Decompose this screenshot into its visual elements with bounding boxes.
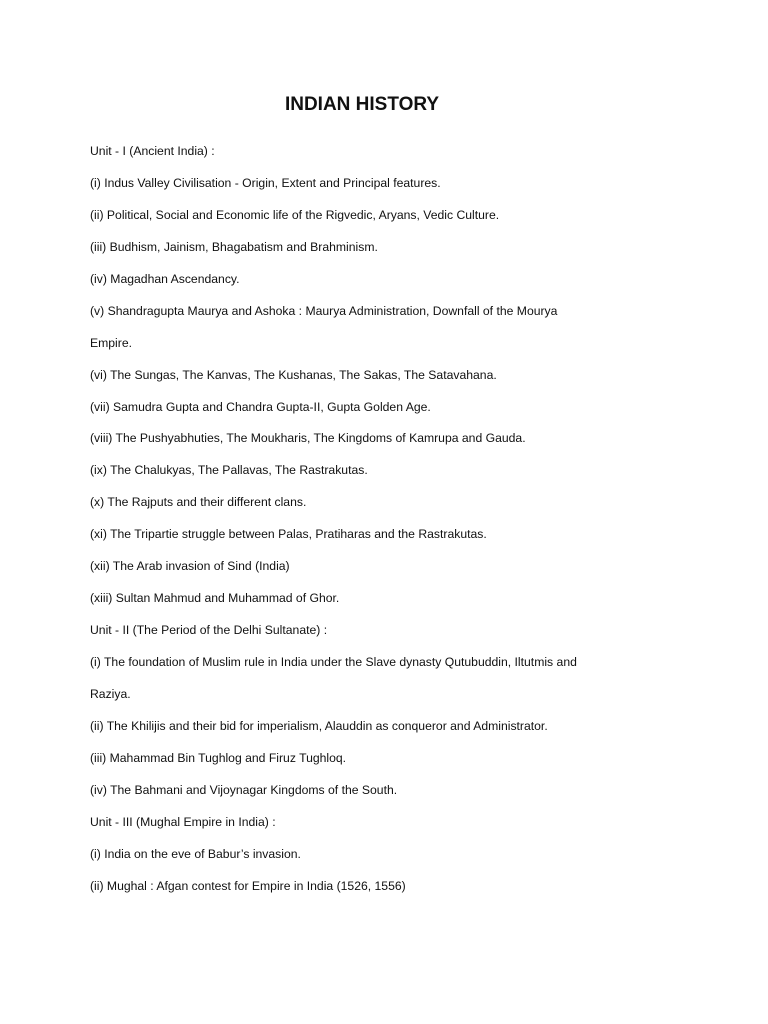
list-item: (i) India on the eve of Babur’s invasion. [90,846,301,861]
unit-heading-ancient-india: Unit - I (Ancient India) : [90,144,215,158]
list-item: (ix) The Chalukyas, The Pallavas, The Rastrakutas. [90,463,368,478]
list-item: (iii) Mahammad Bin Tughlog and Firuz Tughloq. [90,750,347,765]
unit-heading-delhi-sultanate: Unit - II (The Period of the Delhi Sultanate) : [90,623,328,638]
list-item: (xii) The Arab invasion of Sind (India) [90,559,290,574]
list-item: (vii) Samudra Gupta and Chandra Gupta-II, Gupta Golden Age. [90,399,431,414]
page-title: INDIAN HISTORY [284,94,440,115]
list-item-continuation: Empire. [90,335,132,350]
list-item: (iii) Budhism, Jainism, Bhagabatism and Brahminism. [90,239,378,254]
list-item: (ii) Mughal : Afgan contest for Empire in India (1526, 1556) [90,878,406,893]
list-item: (v) Shandragupta Maurya and Ashoka : Maurya Administration, Downfall of the Mourya [90,303,558,318]
list-item: (i) The foundation of Muslim rule in India under the Slave dynasty Qutubuddin, Iltutmis and [90,655,577,669]
list-item: (ii) Political, Social and Economic life of the Rigvedic, Aryans, Vedic Culture. [90,207,500,222]
unit-heading-mughal-empire: Unit - III (Mughal Empire in India) : [90,814,276,829]
list-item: (vi) The Sungas, The Kanvas, The Kushanas, The Sakas, The Satavahana. [90,367,497,382]
list-item: (i) Indus Valley Civilisation - Origin, Extent and Principal features. [90,175,441,190]
list-item: (viii) The Pushyabhuties, The Moukharis, The Kingdoms of Kamrupa and Gauda. [90,431,526,446]
list-item: (x) The Rajputs and their different clans. [90,495,307,510]
list-item: (iv) The Bahmani and Vijoynagar Kingdoms of the South. [90,782,398,797]
list-item: (ii) The Khilijis and their bid for imperialism, Alauddin as conqueror and Administrator. [90,718,548,733]
list-item: (xi) The Tripartie struggle between Palas, Pratiharas and the Rastrakutas. [90,527,487,542]
list-item: (iv) Magadhan Ascendancy. [90,271,240,286]
syllabus-list [90,136,730,903]
list-item-continuation: Raziya. [90,686,131,701]
list-item: (xiii) Sultan Mahmud and Muhammad of Ghor. [90,591,340,606]
